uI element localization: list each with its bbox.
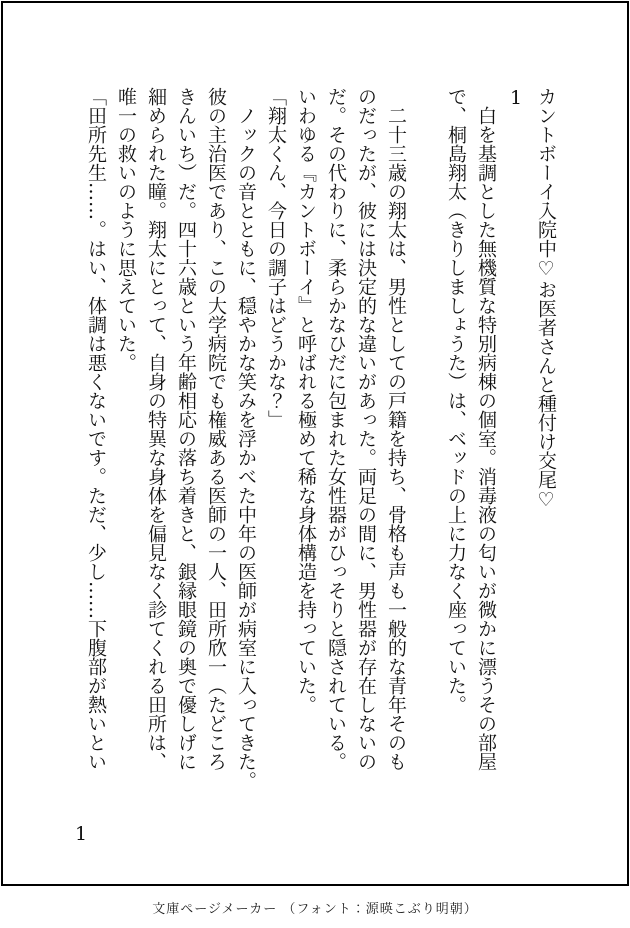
text-line: で、桐島翔太（きりしましょうた）は、ベッドの上に力なく座っていた。 <box>445 87 467 714</box>
text-line: 「田所先生……。はい、体調は悪くないです。ただ、少し……下腹部が熱いとい <box>85 87 107 771</box>
text-line: いわゆる『カントボーイ』と呼ばれる極めて稀な身体構造を持っていた。 <box>295 87 317 714</box>
text-line <box>501 87 531 805</box>
page-number: 1 <box>75 823 88 845</box>
text-line: のだったが、彼には決定的な違いがあった。両足の間に、男性器が存在しないの <box>355 87 377 771</box>
text-line: 彼の主治医であり、この大学病院でも権威ある医師の一人、田所欣一（たどころ <box>205 87 227 771</box>
upright-digit: 1 <box>505 87 527 109</box>
text-line: 唯一の救いのように思えていた。 <box>115 87 137 372</box>
text-line: 細められた瞳。翔太にとって、自身の特異な身体を偏見なく診てくれる田所は、 <box>145 87 167 771</box>
text-line <box>411 87 441 805</box>
footer-strip <box>0 886 630 928</box>
text-line: 二十三歳の翔太は、男性としての戸籍を持ち、骨格も声も一般的な青年そのも <box>385 87 407 771</box>
text-line: きんいち）だ。四十六歳という年齢相応の落ち着きと、銀縁眼鏡の奥で優しげに <box>175 87 197 771</box>
footer-credit: 文庫ページメーカー （フォント：源暎こぶり明朝） <box>152 901 478 917</box>
text-line: ノックの音とともに、穏やかな笑みを浮かべた中年の医師が病室に入ってきた。 <box>235 87 257 790</box>
page-frame <box>1 1 629 886</box>
text-line: だ。その代わりに、柔らかなひだに包まれた女性器がひっそりと隠されている。 <box>325 87 347 771</box>
text-line: 「翔太くん、今日の調子はどうかな？」 <box>265 87 287 429</box>
text-line: 白を基調とした無機質な特別病棟の個室。消毒液の匂いが微かに漂うその部屋 <box>475 87 497 771</box>
page-text <box>81 87 561 805</box>
text-line: カントボーイ入院中♡お医者さんと種付け交尾♡ <box>535 87 557 511</box>
